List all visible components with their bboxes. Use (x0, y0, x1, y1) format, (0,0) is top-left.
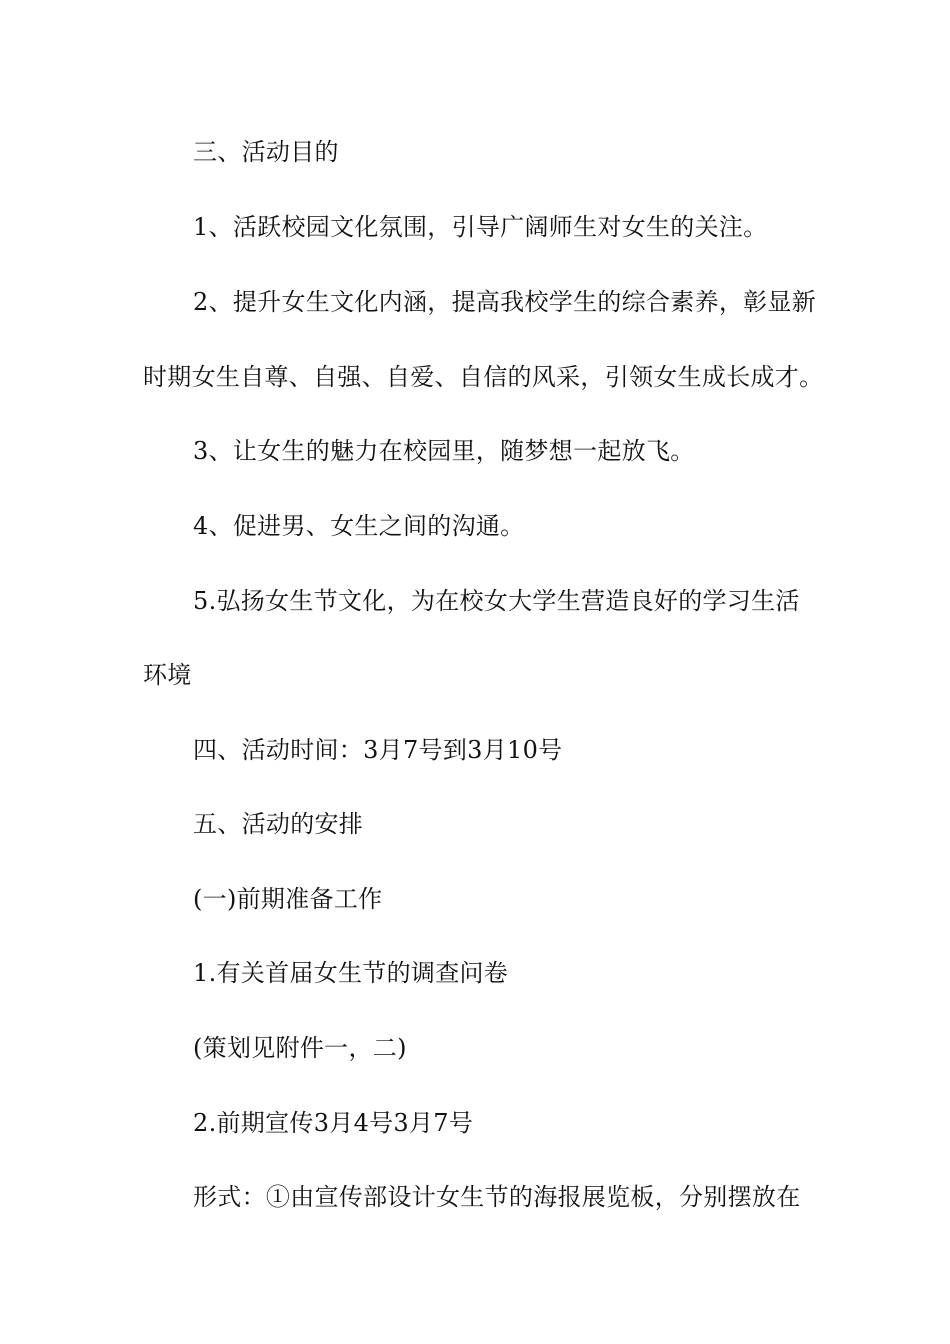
list-item-survey: 1.有关首届女生节的调查问卷 (193, 959, 509, 987)
paragraph-goal-5: 5.弘扬女生节文化，为在校女大学生营造良好的学习生活 (193, 587, 800, 615)
section-heading-goals: 三、活动目的 (193, 138, 339, 166)
section-heading-time: 四、活动时间：3月7号到3月10号 (193, 736, 563, 764)
list-item-survey-note: (策划见附件一，二) (193, 1034, 407, 1062)
paragraph-goal-5-continued: 环境 (143, 661, 192, 689)
paragraph-publicity-form: 形式：①由宣传部设计女生节的海报展览板，分别摆放在 (193, 1183, 801, 1211)
section-heading-arrangement: 五、活动的安排 (193, 810, 364, 838)
paragraph-goal-1: 1、活跃校园文化氛围，引导广阔师生对女生的关注。 (193, 213, 768, 241)
subsection-heading-preparation: (一)前期准备工作 (193, 885, 383, 913)
paragraph-goal-4: 4、促进男、女生之间的沟通。 (193, 512, 525, 540)
list-item-publicity: 2.前期宣传3月4号3月7号 (193, 1109, 474, 1137)
paragraph-goal-2-continued: 时期女生自尊、自强、自爱、自信的风采，引领女生成长成才。 (143, 363, 824, 391)
paragraph-goal-2: 2、提升女生文化内涵，提高我校学生的综合素养，彰显新 (193, 288, 817, 316)
paragraph-goal-3: 3、让女生的魅力在校园里，随梦想一起放飞。 (193, 437, 695, 465)
